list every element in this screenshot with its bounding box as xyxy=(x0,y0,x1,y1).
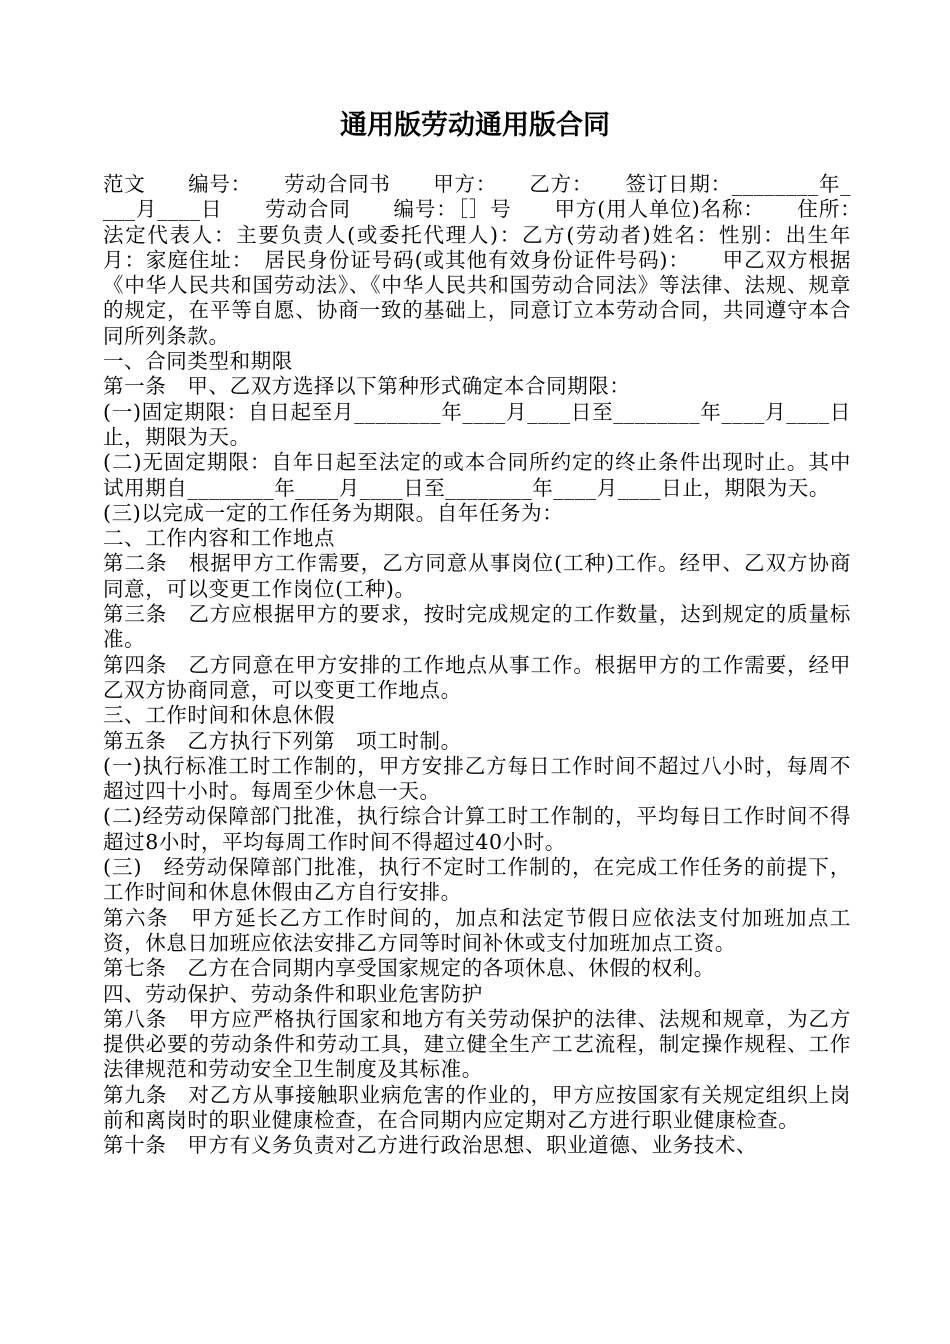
article-5: 第五条 乙方执行下列第 项工时制。 xyxy=(103,728,462,753)
section-heading-3: 三、工作时间和休息休假 xyxy=(103,703,336,728)
article-2: 第二条 根据甲方工作需要，乙方同意从事岗位(工种)工作。经甲、乙双方协商同意，可以变更工作岗位(工种)。 xyxy=(103,551,851,601)
article-8: 第八条 甲方应严格执行国家和地方有关劳动保护的法律、法规和规章，为乙方提供必要的劳动条件和劳动工具，建立健全生产工艺流程，制定操作规程、工作法律规范和劳动安全卫生制度及其标准。 xyxy=(103,1006,851,1082)
article-6: 第六条 甲方延长乙方工作时间的，加点和法定节假日应依法支付加班加点工资，休息日加班应依法安排乙方同等时间补休或支付加班加点工资。 xyxy=(103,905,851,955)
document-title: 通用版劳动通用版合同 xyxy=(340,110,610,141)
article-4: 第四条 乙方同意在甲方安排的工作地点从事工作。根据甲方的工作需要，经甲乙双方协商同意，可以变更工作地点。 xyxy=(103,652,851,702)
section-heading-1: 一、合同类型和期限 xyxy=(103,349,293,374)
article-9: 第九条 对乙方从事接触职业病危害的作业的，甲方应按国家有关规定组织上岗前和离岗时的职业健康检查，在合同期内应定期对乙方进行职业健康检查。 xyxy=(103,1082,851,1132)
document-body xyxy=(103,172,873,1159)
article-7: 第七条 乙方在合同期内享受国家规定的各项休息、休假的权利。 xyxy=(103,956,715,981)
article-1: 第一条 甲、乙双方选择以下第种形式确定本合同期限： xyxy=(103,374,631,399)
article-1-option-1: (一)固定期限：自日起至月________年____月____日至________年____月____日止，期限为天。 xyxy=(103,399,851,449)
article-1-option-2: (二)无固定期限：自年日起至法定的或本合同所约定的终止条件出现时止。其中试用期自________年____月____日至________年____月____日止，期限为天。 xyxy=(103,450,851,500)
article-3: 第三条 乙方应根据甲方的要求，按时完成规定的工作数量，达到规定的质量标准。 xyxy=(103,602,851,652)
article-1-option-3: (三)以完成一定的工作任务为期限。自年任务为： xyxy=(103,500,564,525)
paragraph-header: 范文 编号： 劳动合同书 甲方： 乙方： 签订日期：________年____月____日 劳动合同 编号：［］号 甲方(用人单位)名称： 住所： 法定代表人：主要负责人(或委托代理人)：乙方(劳动者)姓名：性别：出生年月：家庭住址： 居民身份证号码(或其他有效身份证件号码)： 甲乙双方根据《中华人民共和国劳动法》、《中华人民共和国劳动合同法》等法律、法规、规章的规定，在平等自愿、协商一致的基础上，同意订立本劳动合同，共同遵守本合同所列条款。 xyxy=(103,172,873,348)
article-5-option-3: (三) 经劳动保障部门批准，执行不定时工作制的，在完成工作任务的前提下，工作时间和休息休假由乙方自行安排。 xyxy=(103,855,851,905)
article-5-option-1: (一)执行标准工时工作制的，甲方安排乙方每日工作时间不超过八小时，每周不超过四十小时。每周至少休息一天。 xyxy=(103,753,851,804)
section-heading-2: 二、工作内容和工作地点 xyxy=(103,526,336,551)
article-10: 第十条 甲方有义务负责对乙方进行政治思想、职业道德、业务技术、 xyxy=(103,1133,758,1158)
article-5-option-2: (二)经劳动保障部门批准，执行综合计算工时工作制的，平均每日工作时间不得超过8小时，平均每周工作时间不得超过40小时。 xyxy=(103,804,851,854)
section-heading-4: 四、劳动保护、劳动条件和职业危害防护 xyxy=(103,981,483,1006)
